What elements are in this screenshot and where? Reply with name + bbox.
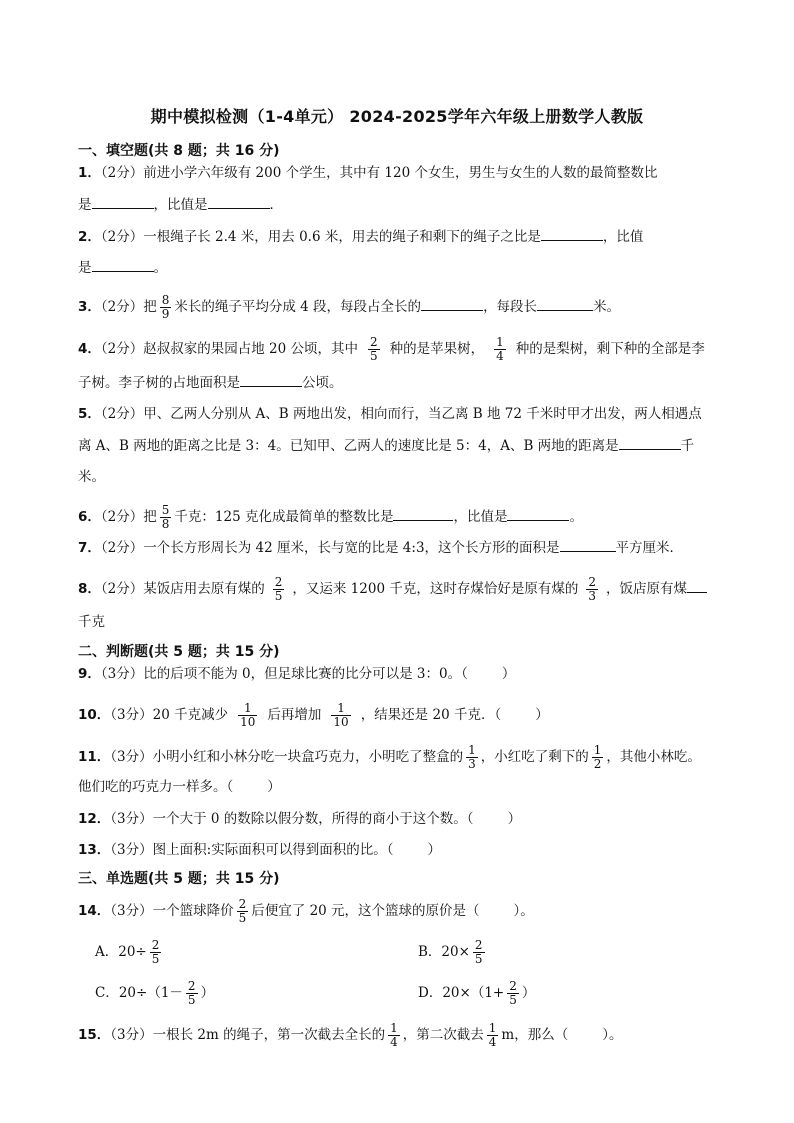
question-3 [78, 294, 620, 321]
question-text: 子树。李子树的占地面积是 [78, 375, 240, 391]
question-text: ，比值是 [453, 509, 508, 525]
question-12 [78, 810, 521, 828]
fraction: $\frac{1}{2}$ [593, 743, 602, 771]
question-5-line-3 [78, 468, 105, 486]
answer-blank[interactable] [507, 508, 569, 521]
option-text: ） [521, 985, 536, 1001]
question-text: 千克 [78, 614, 105, 630]
question-text: 。 [569, 509, 583, 525]
option-b[interactable] [418, 939, 488, 966]
question-number: 7． [78, 540, 101, 556]
fraction: $\frac{1}{4}$ [488, 1021, 497, 1049]
question-text: ） [501, 666, 516, 682]
fraction: $\frac{1}{4}$ [496, 335, 504, 363]
answer-blank[interactable] [687, 580, 707, 593]
question-text: ，其他小林吃。 [606, 749, 701, 765]
question-text: 他们吃的巧克力一样多。（ [78, 779, 234, 795]
option-text: D．20×（1+ [418, 985, 505, 1001]
question-8-line-2 [78, 613, 105, 631]
question-text: 图上面积:实际面积可以得到面积的比。（ [152, 842, 394, 858]
question-number: 12． [78, 811, 111, 827]
question-text: 前进小学六年级有 200 个学生，其中有 120 个女生，男生与女生的人数的最简整数比 [143, 165, 658, 181]
answer-blank[interactable] [421, 298, 483, 311]
question-15 [78, 1022, 622, 1049]
points: （2分） [100, 299, 144, 315]
section-heading-choice: 三、单选题(共 5 题；共 15 分) [78, 871, 280, 887]
question-text: ，每段长 [483, 299, 538, 315]
question-text: 公顷。 [302, 375, 343, 391]
question-text: 甲、乙两人分别从 A、B 两地出发，相向而行，当乙离 B 地 72 千米时甲才出发，两人相遇点 [143, 406, 702, 422]
question-text: 是 [78, 197, 92, 213]
question-text: 千 [680, 438, 695, 454]
question-number: 13． [78, 842, 111, 858]
question-8 [78, 576, 707, 603]
question-text: ，小红吃了剩下的 [480, 749, 589, 765]
question-text: 把 [143, 299, 157, 315]
question-number: 14． [78, 903, 111, 919]
question-1 [78, 164, 657, 182]
question-text: 一根绳子长 2.4 米，用去 0.6 米，用去的绳子和剩下的绳子之比是 [143, 229, 541, 245]
question-number: 5． [78, 406, 101, 422]
fraction: $\frac{1}{3}$ [468, 743, 476, 771]
option-a[interactable] [95, 939, 164, 966]
question-text: ，又运来 1200 千克，这时存煤恰好是原有煤的 [292, 581, 579, 597]
question-text: ） [427, 842, 441, 858]
question-5 [78, 405, 702, 423]
question-text: ，比值是 [153, 197, 208, 213]
question-text: ） [507, 811, 522, 827]
section-heading-judge: 二、判断题(共 5 题；共 15 分) [78, 644, 280, 660]
question-number: 9． [78, 666, 101, 682]
question-text: 平方厘米． [615, 540, 684, 556]
question-text: 米长的绳子平均分成 4 段，每段占全长的 [174, 299, 422, 315]
answer-blank[interactable] [541, 228, 603, 241]
question-4-line-2 [78, 374, 343, 392]
answer-blank[interactable] [560, 539, 616, 552]
question-number: 6． [78, 509, 101, 525]
question-text: 某饭店用去原有煤的 [143, 581, 265, 597]
option-text: B．20× [418, 944, 470, 960]
question-text: ． [269, 197, 283, 213]
fraction: $\frac{2}{5}$ [474, 938, 483, 966]
question-text: 后便宜了 20 元，这个篮球的原价是（ [251, 903, 480, 919]
question-number: 11． [78, 749, 111, 765]
option-c[interactable] [95, 980, 214, 1007]
points: （2分） [100, 229, 144, 245]
fraction: $\frac{1}{10}$ [240, 701, 256, 729]
question-5-line-2 [78, 437, 694, 455]
question-text: 种的是苹果树， [389, 341, 485, 357]
option-text: C．20÷（1－ [95, 985, 183, 1001]
question-text: 千克：125 克化成最简单的整数比是 [174, 509, 394, 525]
points: （3分） [100, 666, 144, 682]
section-heading-fill: 一、填空题(共 8 题；共 16 分) [78, 143, 280, 159]
question-text: ） [535, 707, 549, 723]
question-text: ，比值 [602, 229, 644, 245]
question-text: ）。 [602, 1027, 623, 1043]
answer-blank[interactable] [208, 196, 270, 209]
points: （3分） [110, 1027, 153, 1043]
question-14 [78, 898, 534, 925]
fraction: $\frac{1}{4}$ [390, 1021, 398, 1049]
question-text: 20 千克减少 [152, 707, 229, 723]
question-number: 8． [78, 581, 101, 597]
question-number: 10． [78, 707, 111, 723]
answer-blank[interactable] [619, 437, 681, 450]
answer-blank[interactable] [393, 508, 453, 521]
question-13 [78, 841, 441, 859]
points: （3分） [110, 903, 153, 919]
answer-blank[interactable] [92, 196, 154, 209]
fraction: $\frac{2}{5}$ [274, 575, 283, 603]
question-text: 把 [143, 509, 157, 525]
points: （3分） [110, 842, 153, 858]
fraction: $\frac{2}{5}$ [509, 979, 517, 1007]
question-7 [78, 539, 683, 557]
question-text: 。 [153, 260, 167, 276]
page-title: 期中模拟检测（1-4单元） 2024-2025学年六年级上册数学人教版 [150, 107, 644, 126]
points: （3分） [110, 707, 153, 723]
answer-blank[interactable] [537, 298, 593, 311]
question-number: 2． [78, 229, 101, 245]
question-text: m，那么（ [501, 1027, 569, 1043]
question-9 [78, 665, 515, 683]
question-text: 是 [78, 260, 92, 276]
question-number: 15． [78, 1027, 111, 1043]
points: （2分） [100, 406, 144, 422]
question-2-line-2 [78, 259, 167, 277]
question-6 [78, 504, 583, 531]
fraction: $\frac{2}{5}$ [370, 335, 378, 363]
question-text: 比的后项不能为 0，但足球比赛的比分可以是 3：0。（ [143, 666, 468, 682]
fraction: $\frac{2}{5}$ [238, 897, 247, 925]
points: （2分） [100, 581, 144, 597]
fraction: $\frac{5}{8}$ [161, 503, 170, 531]
question-1-line-2 [78, 196, 283, 214]
question-text: ，饭店原有煤 [605, 581, 687, 597]
option-text: ） [200, 985, 215, 1001]
question-2 [78, 228, 643, 246]
question-text: 一根长 2m 的绳子，第一次截去全长的 [152, 1027, 386, 1043]
option-text: A．20÷ [95, 944, 147, 960]
answer-blank[interactable] [92, 259, 154, 272]
fraction: $\frac{8}{9}$ [161, 293, 170, 321]
question-4 [78, 336, 705, 363]
question-11 [78, 744, 701, 771]
question-number: 1． [78, 165, 101, 181]
question-text: 米。 [78, 469, 105, 485]
question-text: 米。 [593, 299, 621, 315]
points: （2分） [100, 540, 144, 556]
fraction: $\frac{2}{5}$ [187, 979, 196, 1007]
question-text: 小明小红和小林分吃一块盒巧克力，小明吃了整盒的 [152, 749, 464, 765]
question-number: 3． [78, 299, 101, 315]
fraction: $\frac{2}{3}$ [588, 575, 596, 603]
question-text: 一个篮球降价 [152, 903, 234, 919]
points: （3分） [110, 749, 153, 765]
fraction: $\frac{2}{5}$ [151, 938, 160, 966]
question-text: 离 A、B 两地的距离之比是 3：4。已知甲、乙两人的速度比是 5：4，A、B 两地的距离是 [78, 438, 619, 454]
question-text: 种的是梨树，剩下种的全部是李 [515, 341, 705, 357]
question-10 [78, 702, 549, 729]
question-text: ，第二次截去 [402, 1027, 484, 1043]
question-text: ）。 [513, 903, 534, 919]
points: （2分） [100, 341, 144, 357]
points: （3分） [110, 811, 153, 827]
question-text: 一个大于 0 的数除以假分数，所得的商小于这个数。（ [152, 811, 474, 827]
question-number: 4． [78, 341, 101, 357]
question-text: 赵叔叔家的果园占地 20 公顷，其中 [143, 341, 359, 357]
points: （2分） [100, 165, 144, 181]
fraction: $\frac{1}{10}$ [333, 701, 349, 729]
option-d[interactable] [418, 980, 535, 1007]
answer-blank[interactable] [240, 374, 302, 387]
points: （2分） [100, 509, 144, 525]
question-text: 后再增加 [267, 707, 322, 723]
question-text: 一个长方形周长为 42 厘米，长与宽的比是 4:3，这个长方形的面积是 [143, 540, 560, 556]
question-text: ，结果还是 20 千克．（ [360, 707, 502, 723]
question-11-line-2 [78, 778, 281, 796]
question-text: ） [267, 779, 281, 795]
